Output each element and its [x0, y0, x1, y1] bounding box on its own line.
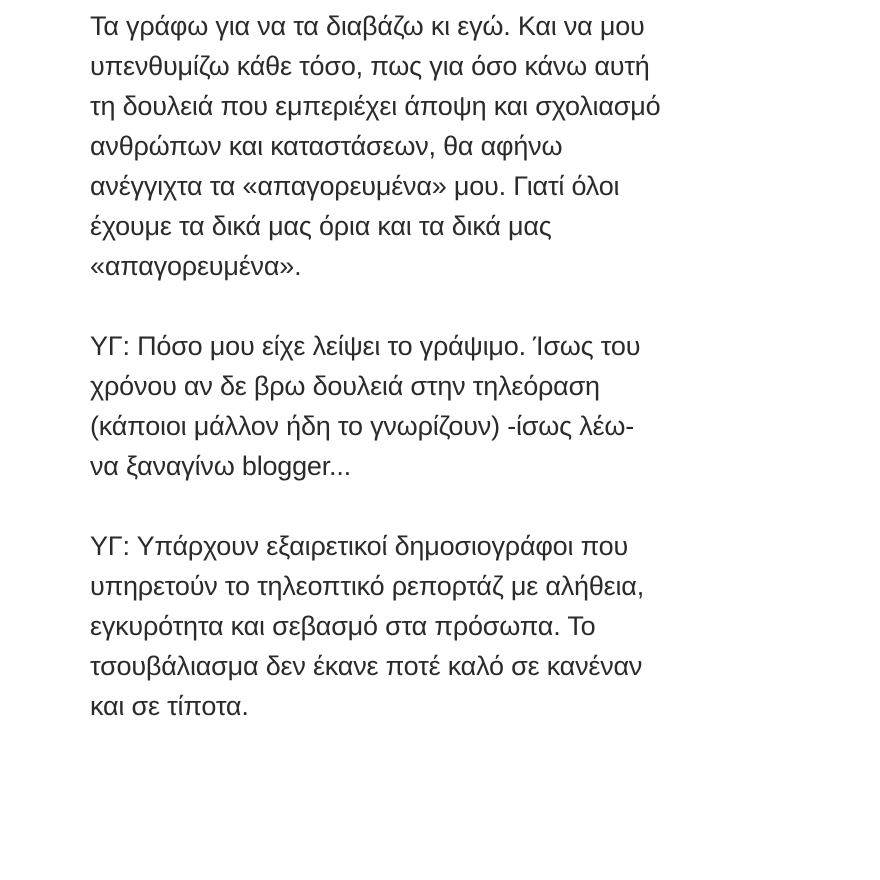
text-line: εγκυρότητα και σεβασμό στα πρόσωπα. Το — [90, 611, 596, 641]
text-line: Τα γράφω για να τα διαβάζω κι εγώ. Και να μου — [90, 11, 645, 41]
text-line: χρόνου αν δε βρω δουλειά στην τηλεόραση — [90, 371, 600, 401]
text-line: και σε τίποτα. — [90, 691, 249, 721]
text-line: τη δουλειά που εμπεριέχει άποψη και σχολιασμό — [90, 91, 661, 121]
text-line: ΥΓ: Υπάρχουν εξαιρετικοί δημοσιογράφοι που — [90, 531, 629, 561]
document-body — [90, 6, 790, 766]
text-line: έχουμε τα δικά μας όρια και τα δικά μας — [90, 211, 552, 241]
text-line: (κάποιοι μάλλον ήδη το γνωρίζουν) -ίσως λέω- — [90, 411, 635, 441]
text-line: ανέγγιχτα τα «απαγορευμένα» μου. Γιατί όλοι — [90, 171, 620, 201]
text-line: «απαγορευμένα». — [90, 251, 302, 281]
paragraph-postscript-2 — [90, 526, 790, 726]
paragraph-intro — [90, 6, 790, 286]
paragraph-postscript-1 — [90, 326, 790, 486]
text-line: να ξαναγίνω blogger... — [90, 451, 351, 481]
text-line: ανθρώπων και καταστάσεων, θα αφήνω — [90, 131, 563, 161]
text-line: υπηρετούν το τηλεοπτικό ρεπορτάζ με αλήθεια, — [90, 571, 645, 601]
text-line: τσουβάλιασμα δεν έκανε ποτέ καλό σε κανέναν — [90, 651, 643, 681]
text-line: υπενθυμίζω κάθε τόσο, πως για όσο κάνω αυτή — [90, 51, 650, 81]
text-line: ΥΓ: Πόσο μου είχε λείψει το γράψιμο. Ίσως του — [90, 331, 641, 361]
